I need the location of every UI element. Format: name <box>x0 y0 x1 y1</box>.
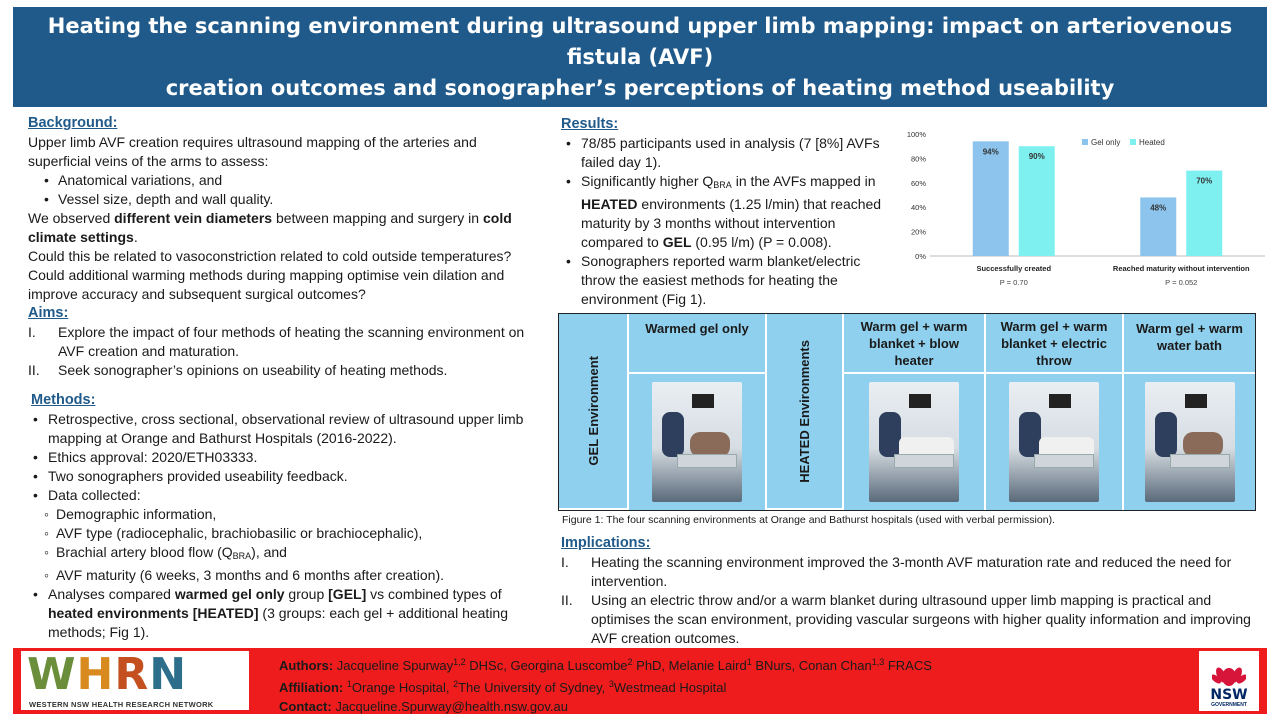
list-item: • Retrospective, cross sectional, observational review of ultrasound upper limb mapping at Orange and Bathurst Hospitals (2016-2022). <box>28 410 528 448</box>
heated-environments-label-cell <box>767 314 844 510</box>
authors-line: Authors: Jacqueline Spurway$^{1,2}$ DHSc, Georgina Luscombe$^2$ PhD, Melanie Laird$^1$ BNurs, Conan Chan$^{1,3}$ FRACS <box>279 657 932 673</box>
header-electric-throw: Warm gel + warm blanket + electric throw <box>986 314 1124 374</box>
left-column <box>28 114 528 642</box>
nsw-government-logo <box>1199 651 1259 711</box>
legend-label: Heated <box>1139 138 1165 147</box>
list-item: ◦ AVF maturity (6 weeks, 3 months and 6 months after creation). <box>28 566 528 585</box>
header-water-bath: Warm gel + warm water bath <box>1124 314 1255 374</box>
scan-photo-blow-heater <box>869 382 959 502</box>
bar-data-label: 90% <box>1028 152 1045 162</box>
title-line-1: Heating the scanning environment during ultrasound upper limb mapping: impact on arteriovenous fistula (AVF) <box>47 13 1233 69</box>
list-item: • Anatomical variations, and <box>28 171 528 190</box>
list-item: • Two sonographers provided useability feedback. <box>28 467 528 486</box>
bar-data-label: 94% <box>982 147 999 157</box>
bar-chart-svg <box>900 125 1270 300</box>
bar-gel-only <box>973 141 1009 256</box>
results-heading: Results: <box>561 116 619 132</box>
background-question: Could this be related to vasoconstriction related to cold outside temperatures? Could additional warming methods during mapping optimise vein dilation and improve accuracy and subsequent surgical outcomes? <box>28 248 512 302</box>
bar-heated <box>1019 146 1055 256</box>
implications-list <box>561 553 1251 648</box>
list-item: • Data collected: ◦ Demographic information, ◦ AVF type (radiocephalic, brachiobasilic or brachiocephalic), ◦ Brachial artery blood flow $(Q_{BRA})$, and ◦ AVF maturity (6 weeks, 3 months and 6 months after creation). <box>28 486 528 585</box>
y-tick-label: 80% <box>910 154 926 164</box>
photo-cell <box>986 374 1124 510</box>
list-item: ◦ Demographic information, <box>28 505 528 524</box>
y-tick-label: 60% <box>910 178 926 188</box>
results-section <box>561 115 891 309</box>
aims-heading: Aims: <box>28 305 69 321</box>
aims-list <box>28 323 528 380</box>
bar-data-label: 48% <box>1150 203 1167 213</box>
nsw-text: NSW <box>1210 687 1248 703</box>
footer-bar <box>13 648 1267 714</box>
scan-photo-electric-throw <box>1009 382 1099 502</box>
figure-caption: Figure 1: The four scanning environments at Orange and Bathurst hospitals (used with verbal permission). <box>562 514 1055 526</box>
header-blow-heater: Warm gel + warm blanket + blow heater <box>844 314 986 374</box>
gel-environment-label-cell <box>559 314 629 510</box>
contact-email[interactable]: Jacqueline.Spurway@health.nsw.gov.au <box>331 699 568 714</box>
background-heading: Background: <box>28 115 118 131</box>
results-list <box>561 134 891 309</box>
heated-environments-label: HEATED Environments <box>797 339 812 483</box>
list-item: • Vessel size, depth and wall quality. <box>28 190 528 209</box>
photo-cell <box>844 374 986 510</box>
title-line-2: creation outcomes and sonographer’s perceptions of heating method useability <box>165 75 1115 100</box>
header-warmed-gel: Warmed gel only <box>629 314 767 374</box>
list-item: ◦ AVF type (radiocephalic, brachiobasilic or brachiocephalic), <box>28 524 528 543</box>
government-text: GOVERNMENT <box>1211 702 1247 708</box>
scan-photo-water-bath <box>1145 382 1235 502</box>
implications-heading: Implications: <box>561 535 651 551</box>
list-item: • 78/85 participants used in analysis (7 [8%] AVFs failed day 1). <box>561 134 891 172</box>
poster-title <box>13 7 1267 107</box>
bar-data-label: 70% <box>1196 176 1213 186</box>
footer-credits <box>279 653 932 716</box>
p-value-label: P = 0.70 <box>999 278 1028 287</box>
p-value-label: P = 0.052 <box>1165 278 1198 287</box>
list-item: II. Seek sonographer’s opinions on useability of heating methods. <box>28 362 448 378</box>
figure-1-table <box>558 313 1256 511</box>
waratah-icon <box>1212 662 1246 688</box>
y-tick-label: 40% <box>910 203 926 213</box>
y-tick-label: 100% <box>906 130 926 139</box>
y-tick-label: 0% <box>915 252 926 261</box>
list-item: • Ethics approval: 2020/ETH03333. <box>28 448 528 467</box>
photo-cell <box>629 374 767 510</box>
list-item: • Analyses compared warmed gel only group [GEL] vs combined types of heated environments [HEATED] (3 groups: each gel + additional heating methods; Fig 1). <box>28 585 528 642</box>
gel-environment-label: GEL Environment <box>585 356 601 466</box>
background-bullets <box>28 171 528 209</box>
whrn-logo-subtitle: WESTERN NSW HEALTH RESEARCH NETWORK <box>29 700 214 709</box>
contact-line: Contact: Jacqueline.Spurway@health.nsw.gov.au <box>279 699 568 714</box>
list-item: • Sonographers reported warm blanket/electric throw the easiest methods for heating the environment (Fig 1). <box>561 252 891 309</box>
legend-swatch <box>1082 139 1088 145</box>
affiliation-line: Affiliation: $^1$Orange Hospital, $^2$The University of Sydney, $^3$Westmead Hospital <box>279 679 727 695</box>
list-item: I. Heating the scanning environment improved the 3-month AVF maturation rate and reduced the need for intervention. <box>561 554 1232 589</box>
list-item: II. Using an electric throw and/or a warm blanket during ultrasound upper limb mapping is practical and optimises the scan environment, providing vascular surgeons with higher quality information and improving AVF creation outcomes. <box>561 592 1251 646</box>
data-collected-list <box>28 505 528 585</box>
legend-label: Gel only <box>1091 138 1121 147</box>
whrn-logo-text: WHRN <box>27 649 188 700</box>
legend-swatch <box>1130 139 1136 145</box>
implications-section <box>561 534 1251 648</box>
x-category-label: Reached maturity without intervention <box>1112 264 1250 273</box>
list-item: ◦ Brachial artery blood flow $(Q_{BRA})$, and <box>28 543 528 566</box>
list-item: I. Explore the impact of four methods of heating the scanning environment on AVF creation and maturation. <box>28 324 525 359</box>
x-category-label: Successfully created <box>976 264 1052 273</box>
whrn-logo <box>21 651 249 710</box>
methods-list <box>28 410 528 642</box>
background-intro: Upper limb AVF creation requires ultrasound mapping of the arteries and superficial veins of the arms to assess: <box>28 134 477 169</box>
results-bar-chart <box>900 125 1270 300</box>
scan-photo-gel <box>652 382 742 502</box>
background-observation: We observed different vein diameters between mapping and surgery in cold climate settings. <box>28 210 512 245</box>
photo-cell <box>1124 374 1255 510</box>
methods-heading: Methods: <box>31 392 96 408</box>
list-item: • Significantly higher $Q_{BRA}$ in the AVFs mapped in HEATED environments (1.25 l/min) that reached maturity by 3 months without intervention compared to GEL (0.95 l/m) (P = 0.008). <box>561 172 891 252</box>
y-tick-label: 20% <box>910 227 926 237</box>
